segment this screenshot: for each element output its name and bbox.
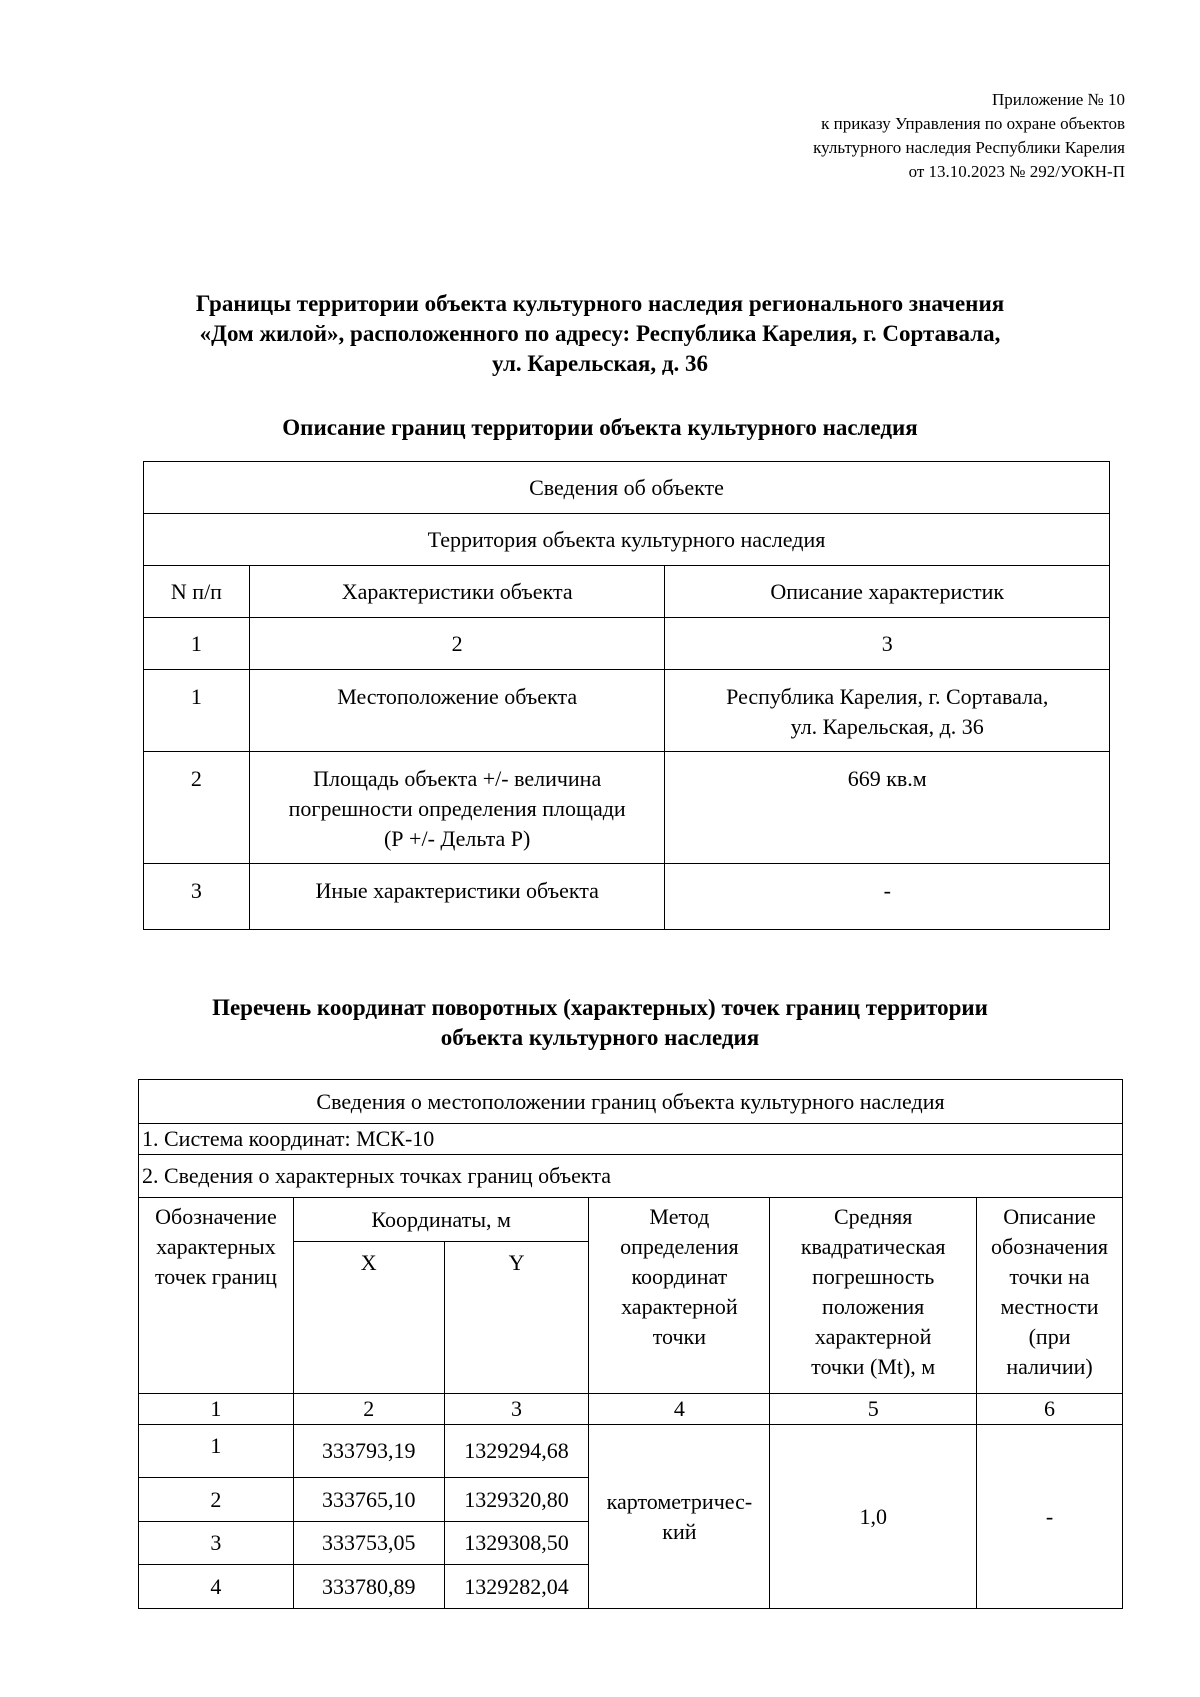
point-y: 1329320,80 — [444, 1478, 589, 1522]
point-x: 333753,05 — [293, 1522, 444, 1565]
point-description-header-text: местности — [1000, 1294, 1099, 1319]
object-info-header: Сведения об объекте — [144, 462, 1110, 514]
error-header-text: Средняя — [834, 1204, 913, 1229]
characteristic-text: погрешности определения площади — [288, 796, 626, 821]
col-index: 2 — [249, 618, 665, 670]
document-title — [100, 289, 1100, 379]
description-text: ул. Карельская, д. 36 — [790, 714, 984, 739]
point-description-cell: - — [977, 1425, 1123, 1609]
description-text: - — [883, 878, 891, 903]
method-header-text: характерной — [621, 1294, 738, 1319]
designation-header-text: Обозначение — [155, 1204, 277, 1229]
title-line-1: Границы территории объекта культурного наследия регионального значения — [195, 291, 1005, 316]
coordinate-system: 1. Система координат: МСК-10 — [139, 1124, 1123, 1155]
section-title-description: Описание границ территории объекта культурного наследия — [282, 415, 918, 440]
table-row — [144, 752, 1110, 864]
method-header-text: определения — [620, 1234, 739, 1259]
method-header-text: Метод — [649, 1204, 710, 1229]
points-info: 2. Сведения о характерных точках границ объекта — [139, 1155, 1123, 1198]
error-header-text: погрешность — [812, 1264, 935, 1289]
characteristic-cell — [249, 670, 665, 752]
description-cell — [665, 864, 1110, 930]
description-cell — [665, 670, 1110, 752]
appendix-header — [813, 88, 1125, 184]
col-number-header: N п/п — [144, 566, 250, 618]
designation-header-text: характерных — [156, 1234, 276, 1259]
point-x: 333793,19 — [293, 1425, 444, 1478]
appendix-line-2: к приказу Управления по охране объектов — [821, 114, 1125, 133]
col-index: 2 — [293, 1394, 444, 1425]
section-title-coordinates — [100, 993, 1100, 1053]
col-index: 1 — [139, 1394, 294, 1425]
title2-line-1: Перечень координат поворотных (характерных) точек границ территории — [212, 995, 988, 1020]
table-row — [144, 670, 1110, 752]
error-header-text: квадратическая — [800, 1234, 946, 1259]
point-description-header-text: (при — [1028, 1324, 1071, 1349]
error-cell: 1,0 — [770, 1425, 977, 1609]
col-index: 4 — [589, 1394, 770, 1425]
row-number: 3 — [144, 864, 250, 930]
appendix-line-4: от 13.10.2023 № 292/УОКН-П — [908, 162, 1125, 181]
characteristic-text: Местоположение объекта — [337, 684, 578, 709]
col-characteristics-header: Характеристики объекта — [249, 566, 665, 618]
description-text: 669 кв.м — [847, 766, 927, 791]
point-number: 1 — [139, 1425, 294, 1478]
point-description-header-text: обозначения — [991, 1234, 1109, 1259]
method-text: картометричес- — [606, 1488, 753, 1514]
point-y: 1329282,04 — [444, 1565, 589, 1609]
point-y: 1329308,50 — [444, 1522, 589, 1565]
method-cell — [589, 1425, 770, 1609]
row-number: 2 — [144, 752, 250, 864]
method-header-text: координат — [631, 1264, 728, 1289]
error-header — [770, 1198, 977, 1394]
characteristic-cell — [249, 864, 665, 930]
characteristic-text: Иные характеристики объекта — [315, 878, 599, 903]
description-cell — [665, 752, 1110, 864]
method-header-text: точки — [652, 1324, 707, 1349]
characteristic-text: Площадь объекта +/- величина — [313, 766, 602, 791]
method-text: кий — [662, 1518, 697, 1544]
method-header — [589, 1198, 770, 1394]
characteristic-text: (Р +/- Дельта Р) — [383, 826, 531, 851]
title-line-3: ул. Карельская, д. 36 — [492, 351, 708, 376]
error-header-text: точки (Mt), м — [811, 1354, 936, 1379]
coordinates-header: Координаты, м — [293, 1198, 589, 1242]
characteristic-cell — [249, 752, 665, 864]
title-line-2: «Дом жилой», расположенного по адресу: Республика Карелия, г. Сортавала, — [199, 321, 1001, 346]
point-x: 333765,10 — [293, 1478, 444, 1522]
error-header-text: характерной — [814, 1324, 932, 1349]
table-row — [144, 864, 1110, 930]
point-description-header-text: точки на — [1009, 1264, 1090, 1289]
point-x: 333780,89 — [293, 1565, 444, 1609]
point-number: 2 — [139, 1478, 294, 1522]
object-info-table — [143, 461, 1110, 930]
point-description-header — [977, 1198, 1123, 1394]
location-header: Сведения о местоположении границ объекта культурного наследия — [139, 1080, 1123, 1124]
designation-header-text: точек границ — [154, 1264, 277, 1289]
coordinates-table — [138, 1079, 1123, 1609]
col-index: 6 — [977, 1394, 1123, 1425]
point-description-header-text: наличии) — [1006, 1354, 1093, 1379]
col-description-header: Описание характеристик — [665, 566, 1110, 618]
description-text: Республика Карелия, г. Сортавала, — [726, 684, 1049, 709]
point-number: 3 — [139, 1522, 294, 1565]
title2-line-2: объекта культурного наследия — [440, 1025, 760, 1050]
col-index: 3 — [444, 1394, 589, 1425]
appendix-line-1: Приложение № 10 — [992, 90, 1125, 109]
appendix-line-3: культурного наследия Республики Карелия — [813, 138, 1125, 157]
point-number: 4 — [139, 1565, 294, 1609]
table-row — [139, 1425, 1123, 1478]
point-y: 1329294,68 — [444, 1425, 589, 1478]
point-description-header-text: Описание — [1003, 1204, 1096, 1229]
col-index: 5 — [770, 1394, 977, 1425]
territory-header: Территория объекта культурного наследия — [144, 514, 1110, 566]
designation-header — [139, 1198, 294, 1394]
col-index: 1 — [144, 618, 250, 670]
col-index: 3 — [665, 618, 1110, 670]
x-header: X — [293, 1242, 444, 1394]
y-header: Y — [444, 1242, 589, 1394]
row-number: 1 — [144, 670, 250, 752]
error-header-text: положения — [822, 1294, 925, 1319]
